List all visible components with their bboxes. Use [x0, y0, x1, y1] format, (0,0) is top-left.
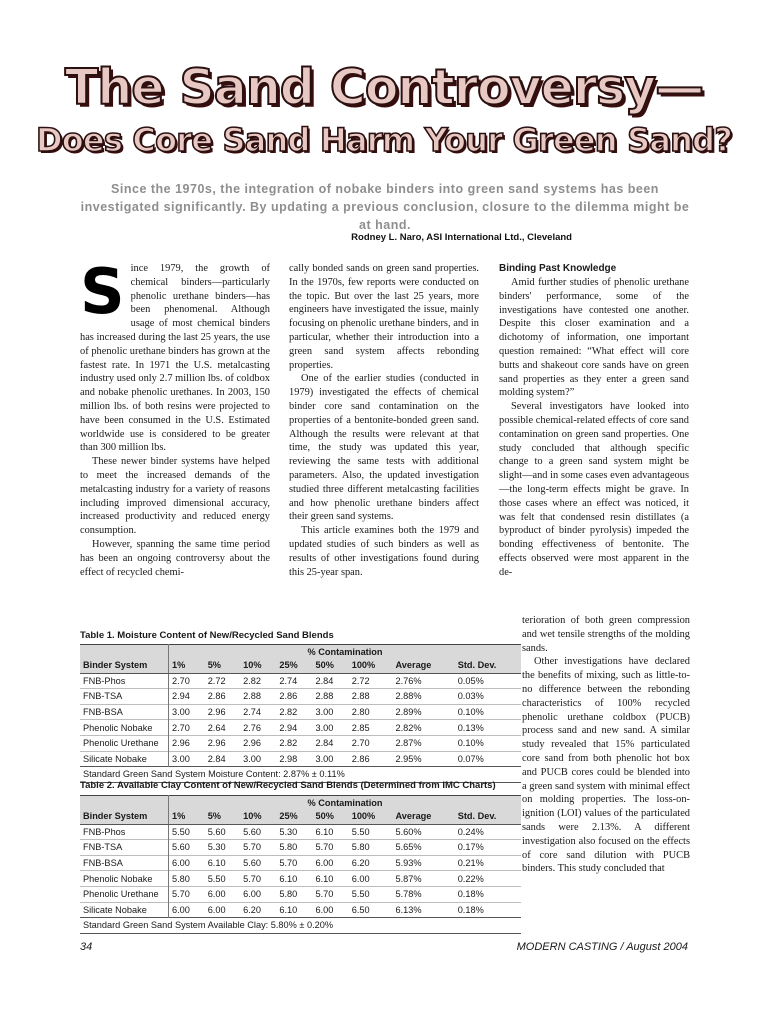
value-cell: 2.88%: [395, 691, 422, 702]
paragraph: terioration of both green compression and wet tensile strengths of the molding sands.: [522, 615, 690, 654]
value-cell: 5.70: [243, 873, 262, 884]
body-column-3-continued: [522, 614, 690, 876]
binder-system-cell: Phenolic Urethane: [80, 886, 169, 902]
value-cell: 0.22%: [457, 873, 484, 884]
value-cell: 5.50: [172, 826, 190, 837]
value-cell: 0.24%: [457, 826, 484, 837]
value-cell: 2.80: [351, 707, 370, 718]
value-cell: 3.00: [243, 753, 262, 764]
paragraph: ince 1979, the growth of chemical binders—particularly phenolic urethane binders—has been phenomenal. Although usage of most chemical binders has increased during the last 25 years, the use of phenolic urethane binders has grown at the fastest rate. In 1971 the U.S. metalcasting industry used only 2.7 million lbs. of coldbox and nobake phenolic urethanes. In 2003, 150 million lbs. of both resins were projected to have been consumed in the U.S. Estimated worldwide use is considered to be greater than 300 million lbs.: [80, 263, 270, 454]
value-cell: 5.65%: [395, 842, 422, 853]
value-cell: 0.07%: [457, 753, 484, 764]
binder-system-cell: FNB-BSA: [80, 855, 169, 871]
column-header: Average: [392, 809, 454, 824]
value-cell: 2.76: [243, 722, 262, 733]
value-cell: 6.13%: [395, 904, 422, 915]
value-cell: 2.70: [351, 738, 370, 749]
value-cell: 5.60: [243, 826, 262, 837]
value-cell: 6.20: [243, 904, 262, 915]
value-cell: 2.95%: [395, 753, 422, 764]
value-cell: 6.00: [243, 889, 262, 900]
value-cell: 2.87%: [395, 738, 422, 749]
table-row: [80, 673, 521, 689]
value-cell: 2.82%: [395, 722, 422, 733]
value-cell: 2.82: [279, 707, 298, 718]
value-cell: 0.10%: [457, 707, 484, 718]
column-header: Binder System: [80, 809, 169, 824]
article-deck: Since the 1970s, the integration of nobake binders into green sand systems has been investigated significantly. By updating a previous conclusion, closure to the dilemma might be at hand.: [80, 182, 690, 232]
value-cell: 3.00: [172, 753, 190, 764]
value-cell: 2.84: [315, 675, 334, 686]
table-footnote: Standard Green Sand System Available Clay: 5.80% ± 0.20%: [80, 918, 521, 934]
value-cell: 2.84: [207, 753, 226, 764]
value-cell: 2.86: [279, 691, 298, 702]
binder-system-cell: Silicate Nobake: [80, 751, 169, 767]
table-group-header: % Contamination: [169, 796, 522, 810]
value-cell: 5.60: [243, 858, 262, 869]
value-cell: 5.93%: [395, 858, 422, 869]
article-title: The Sand Controversy—: [64, 59, 704, 116]
value-cell: 6.10: [207, 858, 226, 869]
value-cell: 5.80: [172, 873, 190, 884]
value-cell: 5.60: [207, 826, 226, 837]
value-cell: 2.88: [351, 691, 370, 702]
table-1-title: Table 1. Moisture Content of New/Recycled Sand Blends: [80, 630, 334, 641]
column-header: 5%: [205, 658, 240, 673]
value-cell: 5.30: [207, 842, 226, 853]
value-cell: 0.21%: [457, 858, 484, 869]
value-cell: 2.88: [243, 691, 262, 702]
table-row: [80, 704, 521, 720]
paragraph: This article examines both the 1979 and updated studies of such binders as well as results of other investigations found during this 25-year span.: [289, 525, 479, 578]
binder-system-cell: FNB-BSA: [80, 704, 169, 720]
value-cell: 2.72: [207, 675, 226, 686]
value-cell: 5.78%: [395, 889, 422, 900]
column-header: Average: [392, 658, 454, 673]
column-header: Binder System: [80, 658, 169, 673]
value-cell: 2.94: [279, 722, 298, 733]
binder-system-cell: FNB-Phos: [80, 824, 169, 840]
body-column-1: [80, 255, 270, 579]
value-cell: 5.70: [243, 842, 262, 853]
value-cell: 2.70: [172, 675, 190, 686]
column-header: 10%: [240, 809, 276, 824]
value-cell: 6.20: [351, 858, 370, 869]
article-title-block: [0, 58, 768, 160]
value-cell: 2.64: [207, 722, 226, 733]
value-cell: 2.82: [279, 738, 298, 749]
value-cell: 2.88: [315, 691, 334, 702]
binder-system-cell: FNB-TSA: [80, 689, 169, 705]
column-header: 50%: [313, 809, 349, 824]
body-column-2: [289, 262, 479, 579]
column-header: 25%: [276, 658, 312, 673]
table-row: [80, 720, 521, 736]
value-cell: 6.00: [315, 858, 334, 869]
table-row: [80, 735, 521, 751]
value-cell: 0.17%: [457, 842, 484, 853]
binder-system-cell: FNB-TSA: [80, 840, 169, 856]
value-cell: 2.84: [315, 738, 334, 749]
binder-system-cell: FNB-Phos: [80, 673, 169, 689]
value-cell: 5.87%: [395, 873, 422, 884]
value-cell: 2.96: [243, 738, 262, 749]
binder-system-cell: Phenolic Urethane: [80, 735, 169, 751]
value-cell: 6.10: [315, 826, 334, 837]
binder-system-cell: Phenolic Nobake: [80, 871, 169, 887]
value-cell: 3.00: [315, 707, 334, 718]
value-cell: 5.70: [172, 889, 190, 900]
table-2-title: Table 2. Available Clay Content of New/Recycled Sand Blends (Determined from IMC Charts): [80, 780, 496, 791]
column-header: 25%: [276, 809, 312, 824]
table-row: [80, 824, 521, 840]
value-cell: 5.80: [279, 842, 298, 853]
column-header: 5%: [205, 809, 240, 824]
paragraph: Other investigations have declared the benefits of mixing, such as little-to-no difference between the rebonding characteristics of 100% recycled phenolic urethane coldbox (PUCB) process sand and new sand. A similar study revealed that 15% particulated core sand from both phenolic hot box and PUCB cores could be blended into a green sand system with minimal effect on molding properties. The loss-on-ignition (LOI) values of the particulated sands were 2.13%. A different investigation also focused on the effects of core sand dilution with PUCB binders. This study concluded that: [522, 656, 690, 875]
table-2: [80, 795, 521, 934]
value-cell: 3.00: [315, 753, 334, 764]
value-cell: 2.74: [243, 707, 262, 718]
section-heading: Binding Past Knowledge: [499, 263, 617, 274]
paragraph: One of the earlier studies (conducted in 1979) investigated the effects of chemical binder core sand contamination on the properties of a bentonite-bonded green sand. Although the results were relevant at that time, the study was updated this year, reviewing the same tests with additional parameters. Also, the updated investigation studied three different metalcasting facilities and how phenolic urethane binders affect their green sand systems.: [289, 373, 479, 523]
value-cell: 6.10: [279, 904, 298, 915]
value-cell: 2.86: [207, 691, 226, 702]
table-row: [80, 855, 521, 871]
binder-system-cell: Silicate Nobake: [80, 902, 169, 918]
value-cell: 5.80: [351, 842, 370, 853]
value-cell: 2.85: [351, 722, 370, 733]
table-footnote: Standard Green Sand System Moisture Content: 2.87% ± 0.11%: [80, 767, 521, 783]
value-cell: 2.76%: [395, 675, 422, 686]
column-header: 1%: [169, 809, 205, 824]
value-cell: 6.00: [315, 904, 334, 915]
value-cell: 2.86: [351, 753, 370, 764]
table-row: [80, 871, 521, 887]
drop-cap: S: [80, 255, 125, 328]
value-cell: 0.03%: [457, 691, 484, 702]
paragraph: Amid further studies of phenolic urethane binders' performance, some of the investigations have contested one another. Despite this closer examination and a dichotomy of information, one important question remained: “What effect will core butts and shakeout core sands have on green sand properties as they enter a green sand molding system?”: [499, 277, 689, 399]
column-header: Std. Dev.: [455, 658, 521, 673]
publication-credit: MODERN CASTING / August 2004: [516, 941, 688, 953]
byline: Rodney L. Naro, ASI International Ltd., Cleveland: [351, 232, 572, 243]
table-row: [80, 886, 521, 902]
value-cell: 6.00: [172, 904, 190, 915]
value-cell: 5.70: [315, 889, 334, 900]
article-subtitle: Does Core Sand Harm Your Green Sand?: [35, 121, 733, 159]
value-cell: 5.80: [279, 889, 298, 900]
value-cell: 3.00: [315, 722, 334, 733]
paragraph: However, spanning the same time period has been an ongoing controversy about the effect of recycled chemi-: [80, 538, 270, 578]
value-cell: 2.96: [207, 738, 226, 749]
table-1: [80, 644, 521, 783]
column-header: 1%: [169, 658, 205, 673]
value-cell: 5.60: [172, 842, 190, 853]
table-row: [80, 902, 521, 918]
value-cell: 6.00: [351, 873, 370, 884]
column-header: 100%: [349, 809, 393, 824]
paragraph: Several investigators have looked into possible chemical-related effects of core sand contamination on green sand properties. One study concluded that although specific change to a green sand system might be slight—and in some cases even advantageous—the long-term effects might be grave. In those cases where an effect was noticed, it was felt that condensed resin distillates (a byproduct of binder pyrolysis) impeded the bonding effectiveness of bentonite. The effects observed were most apparent in the de-: [499, 401, 689, 578]
value-cell: 5.70: [279, 858, 298, 869]
value-cell: 6.00: [172, 858, 190, 869]
value-cell: 0.05%: [457, 675, 484, 686]
value-cell: 2.82: [243, 675, 262, 686]
value-cell: 2.96: [207, 707, 226, 718]
table-row: [80, 751, 521, 767]
value-cell: 6.10: [279, 873, 298, 884]
body-column-3: [499, 262, 689, 580]
value-cell: 5.30: [279, 826, 298, 837]
value-cell: 6.00: [207, 889, 226, 900]
value-cell: 2.98: [279, 753, 298, 764]
binder-system-cell: Phenolic Nobake: [80, 720, 169, 736]
value-cell: 0.18%: [457, 889, 484, 900]
value-cell: 2.72: [351, 675, 370, 686]
table-row: [80, 689, 521, 705]
value-cell: 5.70: [315, 842, 334, 853]
value-cell: 5.50: [351, 826, 370, 837]
column-header: 100%: [349, 658, 393, 673]
value-cell: 5.50: [207, 873, 226, 884]
value-cell: 2.94: [172, 691, 190, 702]
value-cell: 6.50: [351, 904, 370, 915]
value-cell: 2.70: [172, 722, 190, 733]
value-cell: 2.89%: [395, 707, 422, 718]
paragraph: These newer binder systems have helped to meet the increased demands of the metalcasting industry for a variety of reasons including improved dimensional accuracy, increased productivity and reduced energy consumption.: [80, 456, 270, 537]
column-header: 50%: [313, 658, 349, 673]
value-cell: 6.10: [315, 873, 334, 884]
table-group-header: % Contamination: [169, 645, 522, 659]
value-cell: 0.13%: [457, 722, 484, 733]
value-cell: 2.96: [172, 738, 190, 749]
value-cell: 0.18%: [457, 904, 484, 915]
page-number: 34: [80, 941, 93, 953]
value-cell: 6.00: [207, 904, 226, 915]
column-header: Std. Dev.: [455, 809, 521, 824]
value-cell: 5.60%: [395, 826, 422, 837]
paragraph: cally bonded sands on green sand properties. In the 1970s, few reports were conducted on the topic. But over the last 25 years, more engineers have investigated the issue, mainly focusing on phenolic urethane binders, and in particular, whether their introduction into a green sand system affects rebonding properties.: [289, 263, 479, 371]
value-cell: 5.50: [351, 889, 370, 900]
value-cell: 0.10%: [457, 738, 484, 749]
column-header: 10%: [240, 658, 276, 673]
table-row: [80, 840, 521, 856]
value-cell: 2.74: [279, 675, 298, 686]
value-cell: 3.00: [172, 707, 190, 718]
